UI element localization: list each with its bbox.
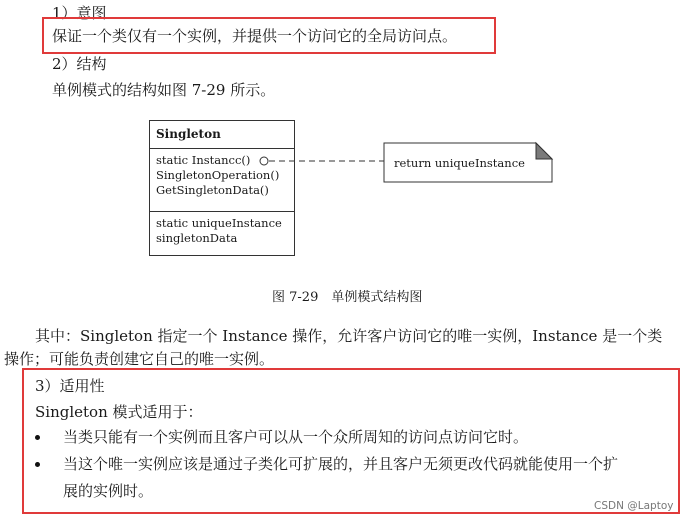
figure-caption: 图 7-29 单例模式结构图 — [272, 290, 423, 305]
attribute-item: static uniqueInstance — [156, 216, 282, 230]
intent-text: 保证一个类仅有一个实例，并提供一个访问它的全局访问点。 — [52, 27, 458, 45]
watermark: CSDN @Laptoy — [594, 500, 674, 512]
connector-circle-icon — [260, 157, 268, 165]
section1-heading: 1）意图 — [52, 4, 107, 22]
bullet-item-text: 当这个唯一实例应该是通过子类化可扩展的，并且客户无须更改代码就能使用一个扩 — [63, 455, 619, 473]
attributes-section — [150, 211, 294, 246]
structure-intro: 单例模式的结构如图 7-29 所示。 — [52, 81, 276, 99]
bullet-item-text-continued: 展的实例时。 — [63, 482, 154, 500]
bullet-item-text: 当类只能有一个实例而且客户可以从一个众所周知的访问点访问它时。 — [63, 428, 529, 446]
section3-subheading: Singleton 模式适用于： — [35, 403, 203, 421]
bullet-icon — [35, 435, 40, 440]
explanation-line-2: 操作；可能负责创建它自己的唯一实例。 — [4, 350, 275, 368]
note-fold-icon — [536, 143, 552, 159]
operation-item: GetSingletonData() — [156, 183, 269, 197]
note-text: return uniqueInstance — [394, 156, 525, 170]
explanation-line-1: 其中：Singleton 指定一个 Instance 操作，允许客户访问它的唯一实例，Instance 是一个类 — [35, 327, 663, 345]
bullet-icon — [35, 462, 40, 467]
operation-item: SingletonOperation() — [156, 168, 280, 182]
class-name: Singleton — [156, 127, 221, 141]
section2-heading: 2）结构 — [52, 55, 107, 73]
section3-heading: 3）适用性 — [35, 377, 105, 395]
operation-item: static Instancc() — [156, 153, 251, 167]
attribute-item: singletonData — [156, 231, 238, 245]
